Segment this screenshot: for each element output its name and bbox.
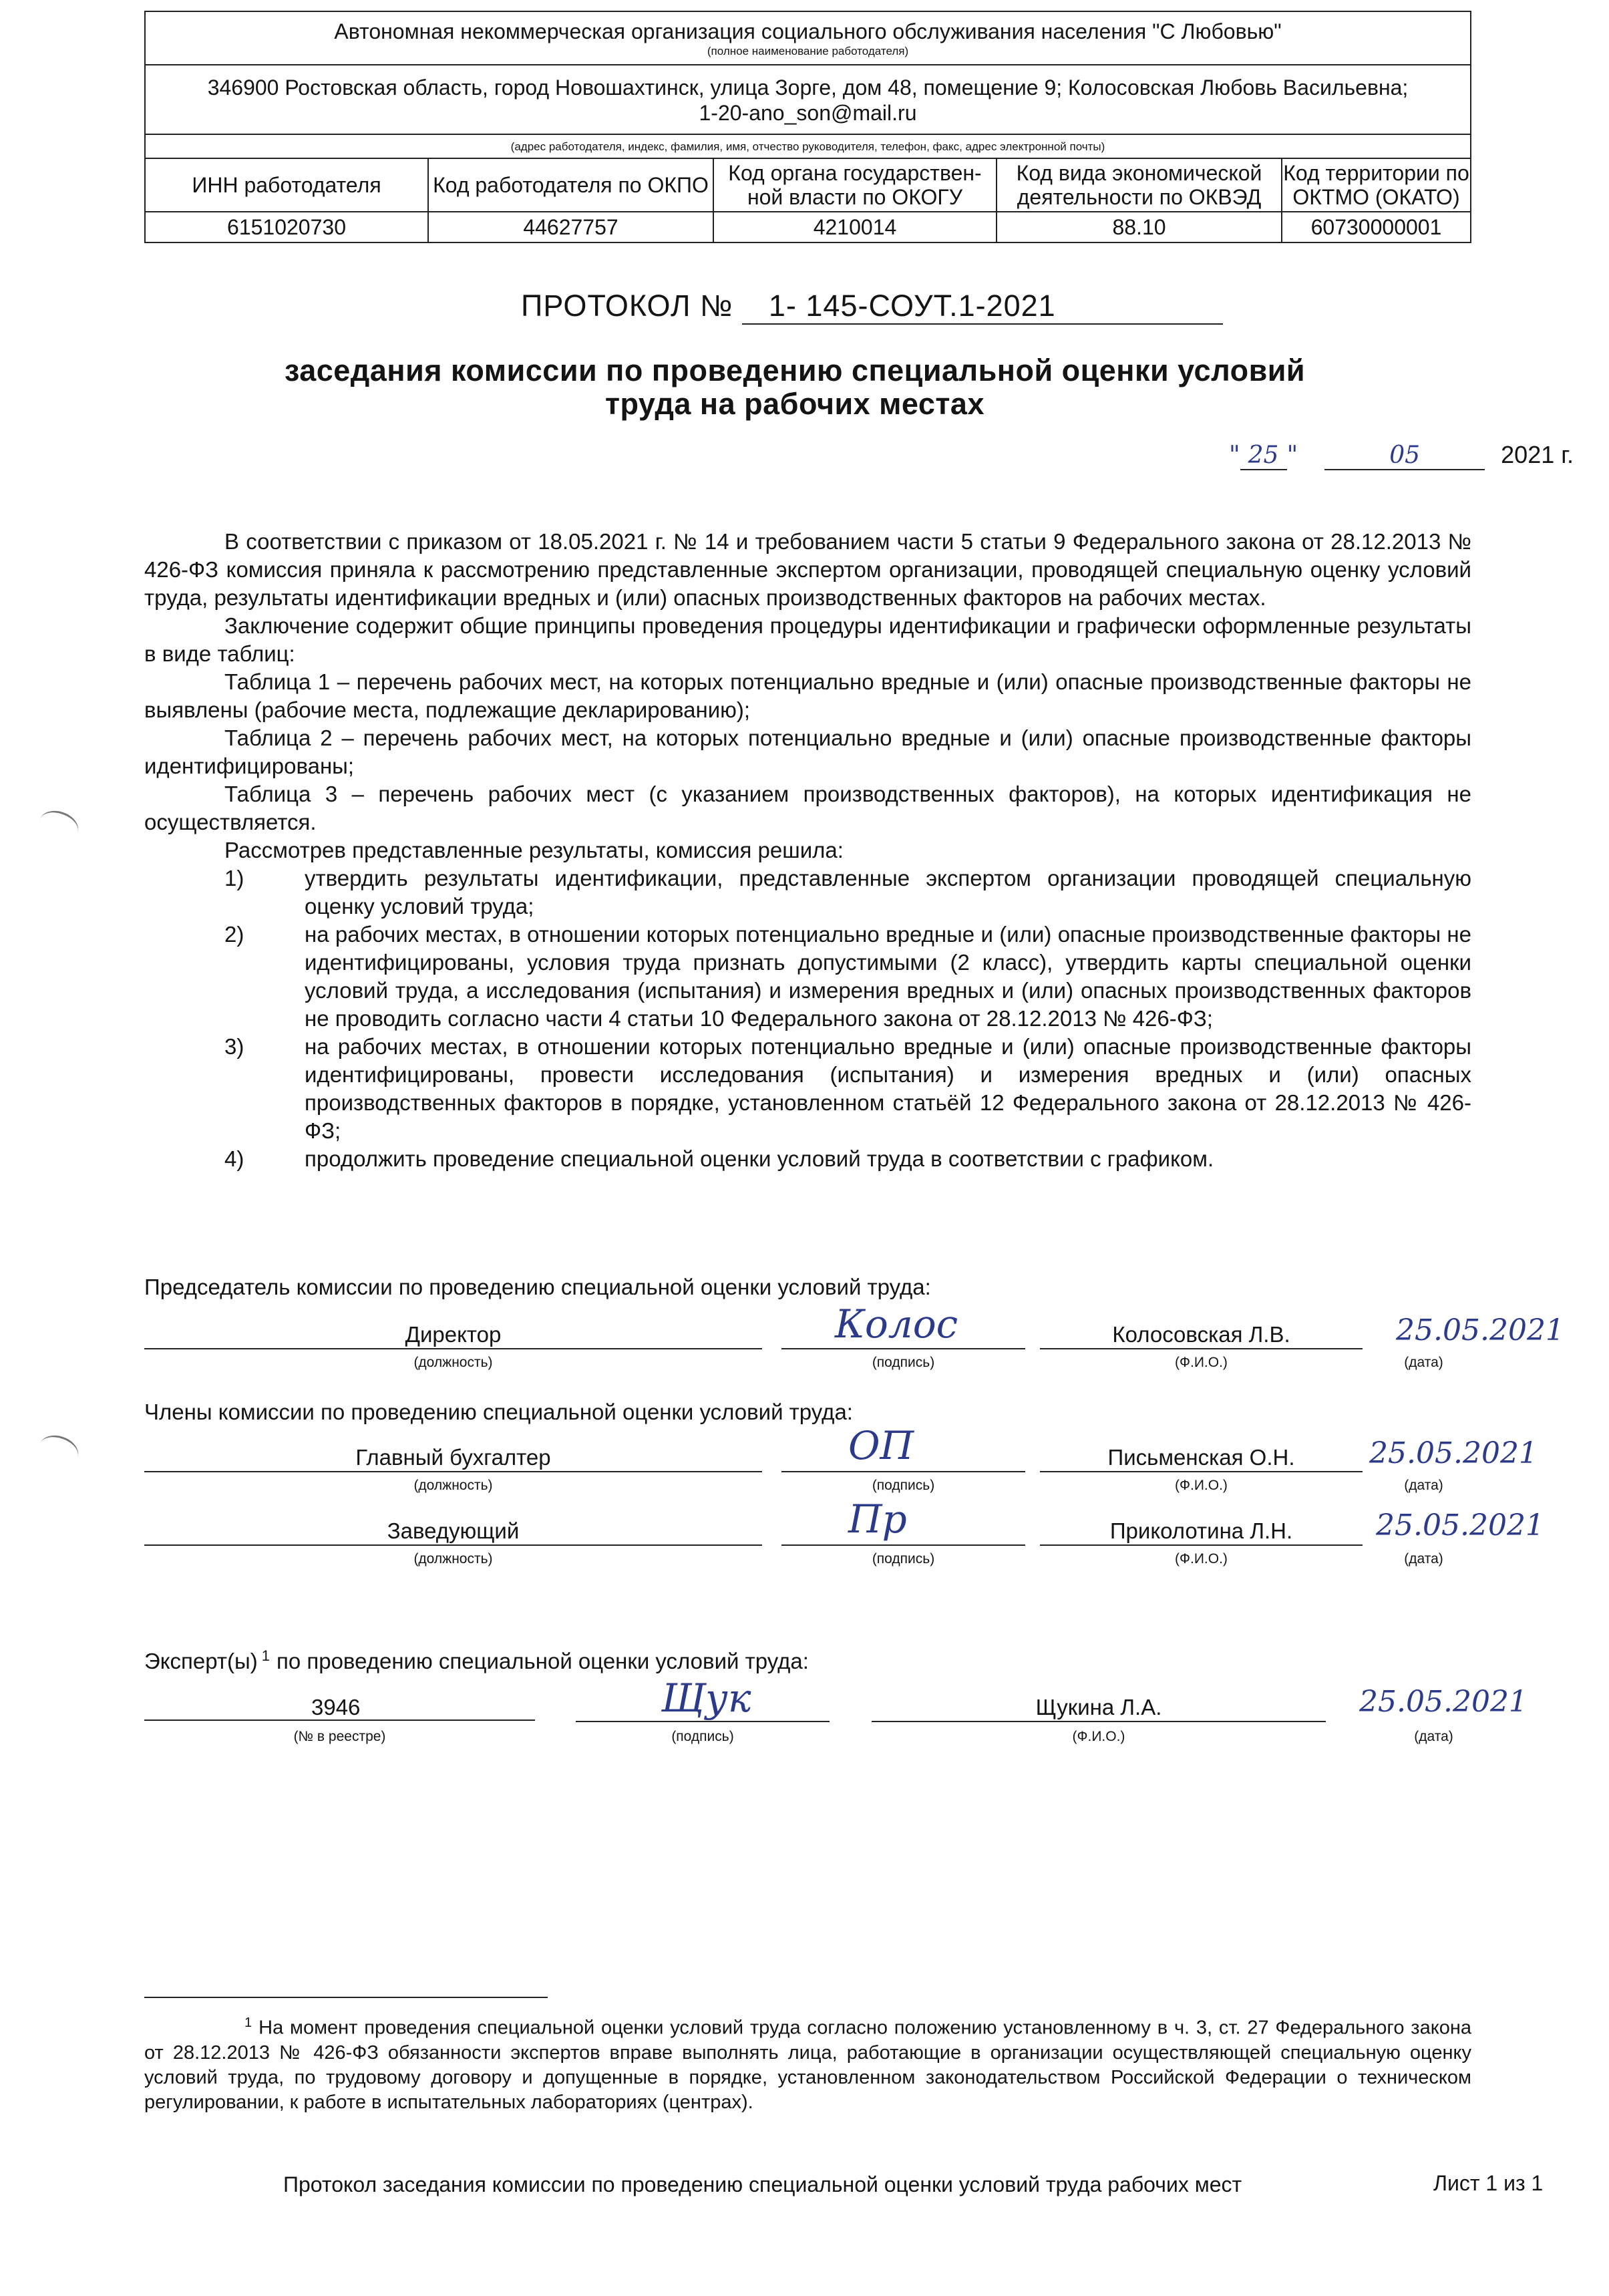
decision-item — [224, 1145, 1471, 1173]
chair-date: 25.05.2021 — [1396, 1313, 1564, 1347]
punch-hole-mark — [35, 1430, 82, 1471]
col-header-inn: ИНН работодателя — [146, 159, 429, 211]
member-date: 25.05.2021 — [1369, 1436, 1538, 1470]
member-date-caption: (дата) — [1404, 1551, 1443, 1567]
paragraph-table-1: Таблица 1 – перечень рабочих мест, на которых потенциально вредные и (или) опасные производственные факторы не выявлены (рабочие места, подлежащие декларированию); — [144, 669, 1471, 722]
member-position: Главный бухгалтер — [144, 1444, 762, 1472]
value-okogu: 4210014 — [714, 212, 997, 242]
members-label: Члены комиссии по проведению специальной оценки условий труда: — [144, 1400, 853, 1424]
chair-position: Директор — [144, 1321, 762, 1349]
member-date: 25.05.2021 — [1376, 1508, 1544, 1542]
member-position-caption: (должность) — [413, 1551, 493, 1567]
footnote-text: На момент проведения специальной оценки условий труда согласно положению установленному в ч. 3, ст. 27 Федерального закона от 28.12.2013 № 426-ФЗ обязанности экспертов вправе выполнять лица, работающие в организации осуществляющей специальную оценку условий труда, по трудовому договору и допущенные в порядке, установленном законодательством Российской Федерации о техническом регулировании, к работе в испытательных лабораториях (центрах). — [144, 2017, 1471, 2113]
decision-item-text: на рабочих местах, в отношении которых потенциально вредные и (или) опасные производственные факторы не идентифицированы, условия труда признать допустимыми (2 класс), утвердить карты специальной оценки условий труда, а исследования (испытания) и измерения вредных и (или) опасных производственных факторов не проводить согласно части 4 статьи 10 Федерального закона от 28.12.2013 № 426-ФЗ; — [305, 922, 1471, 1031]
expert-signature: Щук — [661, 1675, 751, 1721]
paragraph-decision: Рассмотрев представленные результаты, комиссия решила: — [224, 838, 844, 862]
paragraph-table-2: Таблица 2 – перечень рабочих мест, на которых потенциально вредные и (или) опасные производственные факторы идентифицированы; — [144, 725, 1471, 778]
member-position: Заведующий — [144, 1518, 762, 1546]
subtitle-line-1: заседания комиссии по проведению специальной оценки условий — [284, 353, 1306, 387]
org-name-row — [146, 12, 1470, 65]
chair-signature: Колос — [835, 1301, 958, 1347]
decision-item-number: 4) — [224, 1146, 244, 1171]
member-signature: Пр — [848, 1496, 907, 1542]
expert-registry-caption: (№ в реестре) — [293, 1729, 386, 1744]
decision-item — [224, 864, 1471, 921]
expert-label-start: Эксперт(ы) — [144, 1649, 258, 1673]
paragraph-table-3: Таблица 3 – перечень рабочих мест (с указанием производственных факторов), на которых идентификация не осуществляется. — [144, 782, 1471, 834]
expert-date-caption: (дата) — [1414, 1729, 1453, 1744]
decision-item — [224, 921, 1471, 1033]
footnote — [144, 2011, 1471, 2115]
date-day: 25 — [1240, 442, 1287, 470]
expert-date: 25.05.2021 — [1359, 1685, 1528, 1719]
org-name: Автономная некоммерческая организация социального обслуживания населения "С Любовью" — [334, 19, 1282, 43]
decision-item-text: утвердить результаты идентификации, представленные экспертом организации проводящей специальную оценку условий труда; — [305, 866, 1471, 919]
chair-label: Председатель комиссии по проведению специальной оценки условий труда: — [144, 1275, 931, 1299]
decision-item-number: 2) — [224, 922, 244, 947]
expert-footnote-mark: 1 — [261, 1647, 270, 1664]
value-okved: 88.10 — [997, 212, 1282, 242]
protocol-date: " 25 " 05 2021 г. — [1229, 441, 1574, 469]
chair-date-caption: (дата) — [1404, 1355, 1443, 1370]
member-signature: ОП — [848, 1423, 914, 1468]
member-date-caption: (дата) — [1404, 1478, 1443, 1493]
footnote-rule — [144, 1997, 548, 1998]
address-line-2: 1-20-ano_son@mail.ru — [699, 101, 917, 125]
col-header-okved: Код вида экономической деятельности по ОКВЭД — [997, 159, 1282, 211]
member-fio-caption: (Ф.И.О.) — [1175, 1478, 1228, 1493]
chair-position-caption: (должность) — [413, 1355, 493, 1370]
expert-fio-caption: (Ф.И.О.) — [1072, 1729, 1125, 1744]
value-oktmo: 60730000001 — [1310, 215, 1442, 239]
protocol-body — [144, 528, 1471, 1173]
member-position-caption: (должность) — [413, 1478, 493, 1493]
punch-hole-mark — [35, 806, 82, 846]
col-header-oktmo: Код территории по ОКТМО (ОКАТО) — [1283, 161, 1469, 209]
page-number: Лист 1 из 1 — [1433, 2171, 1544, 2195]
address-row — [146, 65, 1470, 135]
col-header-okogu: Код органа государствен-ной власти по ОКОГУ — [714, 159, 997, 211]
chair-fio-caption: (Ф.И.О.) — [1175, 1355, 1228, 1370]
protocol-number: 1- 145-СОУТ.1-2021 — [742, 289, 1223, 325]
chair-signature-caption: (подпись) — [872, 1355, 935, 1370]
expert-label — [144, 1647, 809, 1674]
footnote-mark: 1 — [244, 2015, 252, 2030]
address-note: (адрес работодателя, индекс, фамилия, имя, отчество руководителя, телефон, факс, адрес электронной почты) — [510, 140, 1105, 153]
decision-item-text: продолжить проведение специальной оценки условий труда в соответствии с графиком. — [305, 1146, 1214, 1171]
chair-fio: Колосовская Л.В. — [1040, 1321, 1363, 1349]
decision-item-text: на рабочих местах, в отношении которых потенциально вредные и (или) опасные производственные факторы идентифицированы, провести исследования (испытания) и измерения вредных и (или) опасных производственных факторов в порядке, установленном статьёй 12 Федерального закона от 28.12.2013 № 426-ФЗ; — [305, 1034, 1471, 1143]
member-fio-caption: (Ф.И.О.) — [1175, 1551, 1228, 1567]
expert-label-rest: по проведению специальной оценки условий труда: — [276, 1649, 809, 1673]
date-year: 2021 г. — [1501, 441, 1574, 468]
expert-registry: 3946 — [144, 1694, 535, 1721]
address-line-1: 346900 Ростовская область, город Новошахтинск, улица Зорге, дом 48, помещение 9; Колосовская Любовь Васильевна; — [207, 75, 1409, 100]
member-signature-caption: (подпись) — [872, 1551, 935, 1567]
codes-value-row — [146, 212, 1470, 242]
protocol-label: ПРОТОКОЛ № — [521, 289, 733, 323]
paragraph-order: В соответствии с приказом от 18.05.2021 г. № 14 и требованием части 5 статьи 9 Федерального закона от 28.12.2013 № 426-ФЗ комиссия приняла к рассмотрению представленные экспертом организации, проводящей специальную оценку условий труда, результаты идентификации вредных и (или) опасных производственных факторов на рабочих местах. — [144, 529, 1471, 610]
decision-item-number: 1) — [224, 866, 244, 890]
footer-title: Протокол заседания комиссии по проведению специальной оценки условий труда рабочих мест — [283, 2172, 1242, 2196]
org-name-note: (полное наименование работодателя) — [707, 45, 909, 57]
protocol-title — [521, 289, 1223, 325]
value-okpo: 44627757 — [429, 212, 714, 242]
codes-header-row — [146, 159, 1470, 212]
decision-item-number: 3) — [224, 1034, 244, 1059]
subtitle-line-2: труда на рабочих местах — [605, 387, 985, 421]
date-month: 05 — [1324, 442, 1485, 470]
protocol-subtitle — [254, 354, 1336, 421]
decision-item — [224, 1033, 1471, 1145]
expert-fio: Щукина Л.А. — [872, 1694, 1326, 1722]
member-fio: Приколотина Л.Н. — [1040, 1518, 1363, 1546]
address-note-row — [146, 135, 1470, 159]
paragraph-conclusion: Заключение содержит общие принципы проведения процедуры идентификации и графически оформленные результаты в виде таблиц: — [144, 613, 1471, 666]
employer-header-table — [144, 11, 1471, 243]
member-signature-caption: (подпись) — [872, 1478, 935, 1493]
expert-signature-caption: (подпись) — [671, 1729, 734, 1744]
col-header-okpo: Код работодателя по ОКПО — [429, 159, 714, 211]
value-inn: 6151020730 — [146, 212, 429, 242]
member-fio: Письменская О.Н. — [1040, 1444, 1363, 1472]
